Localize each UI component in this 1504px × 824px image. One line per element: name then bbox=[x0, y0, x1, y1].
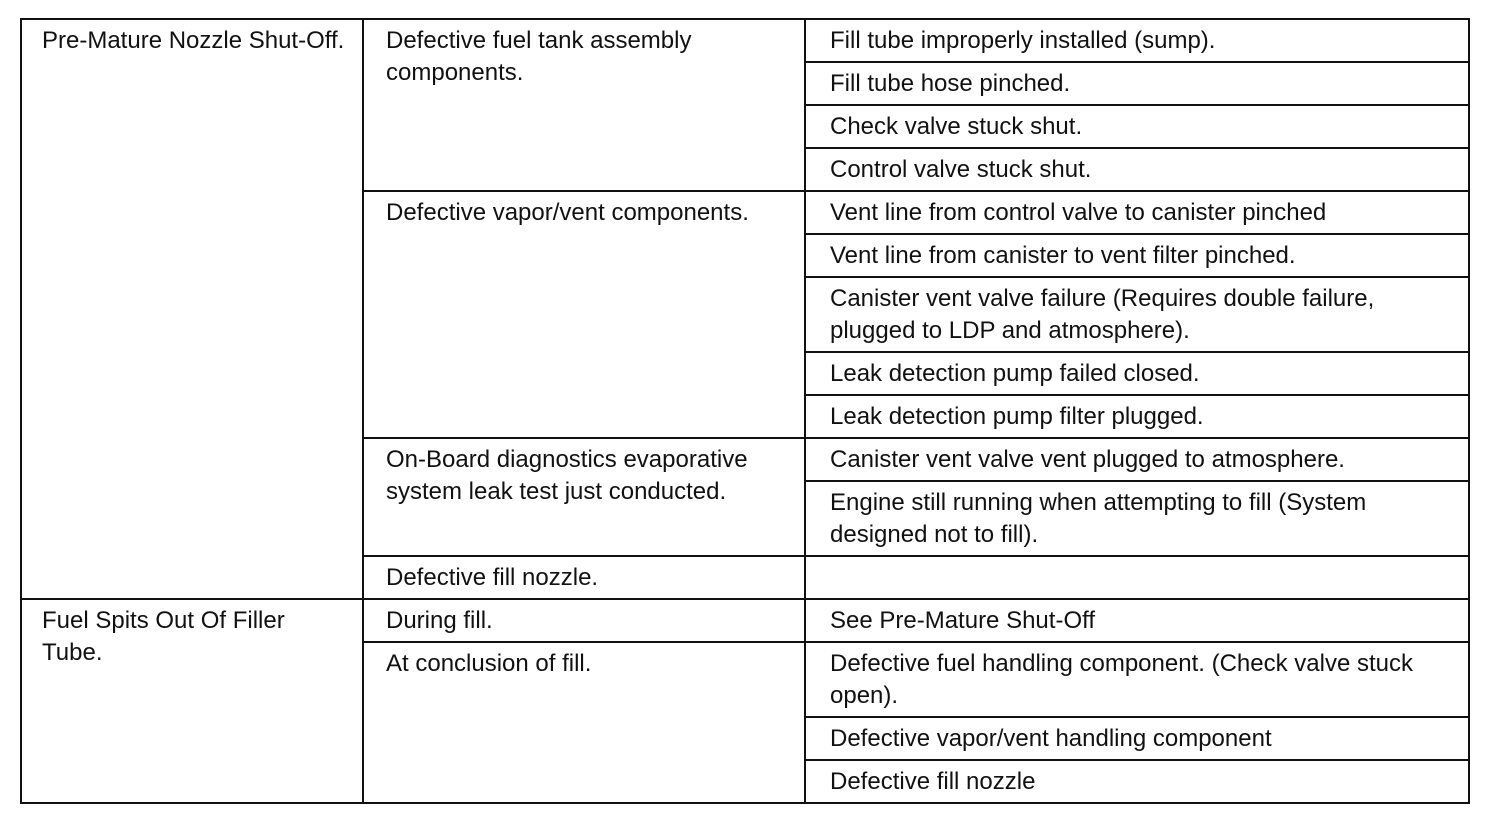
table-row bbox=[21, 19, 1469, 62]
table-row bbox=[21, 599, 1469, 642]
correction-cell: Fill tube improperly installed (sump). bbox=[805, 19, 1469, 62]
correction-cell: Defective vapor/vent handling component bbox=[805, 717, 1469, 760]
cause-cell: At conclusion of fill. bbox=[363, 642, 805, 803]
correction-cell: Fill tube hose pinched. bbox=[805, 62, 1469, 105]
cause-cell: Defective fill nozzle. bbox=[363, 556, 805, 599]
correction-cell: Canister vent valve vent plugged to atmosphere. bbox=[805, 438, 1469, 481]
cause-cell: Defective fuel tank assembly components. bbox=[363, 19, 805, 191]
correction-cell: Check valve stuck shut. bbox=[805, 105, 1469, 148]
condition-cell: Pre-Mature Nozzle Shut-Off. bbox=[21, 19, 363, 599]
correction-cell: Defective fill nozzle bbox=[805, 760, 1469, 803]
correction-cell: Defective fuel handling component. (Check valve stuck open). bbox=[805, 642, 1469, 717]
correction-cell: See Pre-Mature Shut-Off bbox=[805, 599, 1469, 642]
diagnosis-table bbox=[20, 18, 1470, 804]
correction-cell: Control valve stuck shut. bbox=[805, 148, 1469, 191]
cause-cell: Defective vapor/vent components. bbox=[363, 191, 805, 438]
correction-cell: Vent line from control valve to canister pinched bbox=[805, 191, 1469, 234]
cause-cell: During fill. bbox=[363, 599, 805, 642]
correction-cell: Vent line from canister to vent filter pinched. bbox=[805, 234, 1469, 277]
correction-cell bbox=[805, 556, 1469, 599]
correction-cell: Engine still running when attempting to fill (System designed not to fill). bbox=[805, 481, 1469, 556]
correction-cell: Leak detection pump filter plugged. bbox=[805, 395, 1469, 438]
correction-cell: Leak detection pump failed closed. bbox=[805, 352, 1469, 395]
condition-cell: Fuel Spits Out Of Filler Tube. bbox=[21, 599, 363, 803]
cause-cell: On-Board diagnostics evaporative system leak test just conducted. bbox=[363, 438, 805, 556]
correction-cell: Canister vent valve failure (Requires double failure, plugged to LDP and atmosphere). bbox=[805, 277, 1469, 352]
